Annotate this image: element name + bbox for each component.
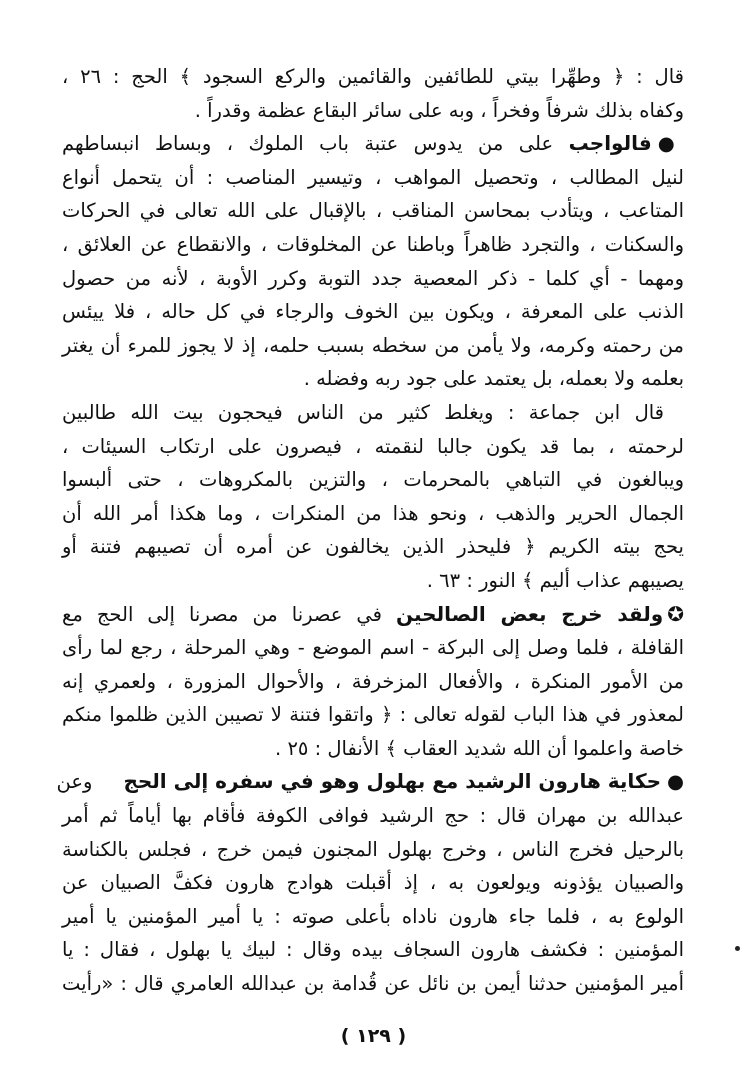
text-line: الذنب على المعرفة ، ويكون بين الخوف والرجاء في كل حاله ، فلا ييئس [62,300,684,324]
text-line: والسكنات ، والتجرد ظاهراً وباطنا عن المخلوقات ، والانقطاع عن العلائق ، [62,232,684,256]
text-line: من الأمور المنكرة ، والأفعال المزخرفة ، والأحوال المزورة ، ولعمري إنه [62,669,684,693]
text-line: لرحمته ، بما قد يكون جالبا لنقمته ، فيصرون على ارتكاب السيئات ، [62,434,684,458]
text-line: ومهما - أي كلما - ذكر المعصية جدد التوبة وكرر الأوبة ، لأنه من حصول [62,266,684,290]
star-icon: ✪ [667,601,684,626]
text-line: والصبيان يؤذونه ويولعون به ، إذ أقبلت هوادج هارون فكفَّ الصبيان عن [62,871,684,895]
bullet-icon: ● [657,132,685,156]
section-heading: ولقد خرج بعض الصالحين [396,601,664,626]
text-line: المتاعب ، ويتأدب بمحاسن المناقب ، بالإقبال على الله تعالى في الحركات [62,199,684,223]
text-line: قال ابن جماعة : ويغلط كثير من الناس فيحجون بيت الله طالبين [62,400,664,424]
text-line: لنيل المطالب ، وتحصيل المواهب ، وتيسير المناصب : أن يتحمل أنواع [62,165,684,189]
text-line: عبدالله بن مهران قال : حج الرشيد فوافى الكوفة فأقام بها أياماً ثم أمر [62,804,684,828]
text-line: من رحمته وكرمه، ولا يأمن من سخطه بسبب حلمه، إذ لا يجوز للمرء أن يغتر [62,333,684,357]
text-line: خاصة واعلموا أن الله شديد العقاب ﴾ الأنفال : ٢٥ . [275,736,684,760]
text-span: في عصرنا من مصرنا إلى الحج مع [62,602,382,626]
section-heading: حكاية هارون الرشيد مع بهلول وهو في سفره إلى الحج [123,769,661,794]
text-line: المؤمنين : فكشف هارون السجاف بيده وقال : لبيك يا بهلول ، فقال : يا [62,938,684,962]
text-line: وكفاه بذلك شرفاً وفخراً ، وبه على سائر البقاع عظمة وقدراً . [194,98,684,122]
text-line: يصيبهم عذاب أليم ﴾ النور : ٦٣ . [426,568,684,592]
text-line: القافلة ، فلما وصل إلى البركة - اسم الموضع - وهي المرحلة ، رجع لما رأى [62,636,684,660]
text-line: أمير المؤمنين حدثنا أيمن بن نائل عن قُدامة بن عبدالله العامري قال : «رأيت [62,972,684,996]
section-heading: فالواجب [568,131,652,156]
text-line: الولوع به ، فلما جاء هارون ناداه بأعلى صوته : يا أمير المؤمنين يا أمير [62,904,684,928]
section-salihin-line [62,598,684,632]
text-line: بالرحيل فخرج الناس ، وخرج بهلول المجنون فيمن خرج ، فجلس بالكناسة [62,837,684,861]
section-harun-line [56,765,684,799]
text-span: على من يدوس عتبة باب الملوك ، وبساط انبساطهم [62,132,554,156]
book-page [56,60,685,1001]
margin-mark [735,946,740,951]
text-line: بعلمه ولا بعمله، بل يعتمد على جود ربه وفضله . [303,367,684,391]
section-wajib-line [62,127,684,161]
text-line: ويبالغون في التباهي بالمحرمات ، والتزين بالمكروهات ، حتى ألبسوا [62,468,684,492]
text-line: لمعذور في هذا الباب لقوله تعالى : ﴿ واتقوا فتنة لا تصيبن الذين ظلموا منكم [62,703,684,727]
text-span: وعن [56,770,93,794]
page-number: ( ١٢٩ ) [340,1025,407,1047]
text-line: قال : ﴿ وطهِّرا بيتي للطائفين والقائمين والركع السجود ﴾ الحج : ٢٦ ، [62,65,684,88]
text-line: الجمال الحرير والذهب ، ونحو هذا من المنكرات ، وما هكذا أمر الله أن [62,501,684,525]
bullet-icon: ● [666,770,684,794]
text-line: يحج بيته الكريم ﴿ فليحذر الذين يخالفون عن أمره أن تصيبهم فتنة أو [62,535,684,559]
